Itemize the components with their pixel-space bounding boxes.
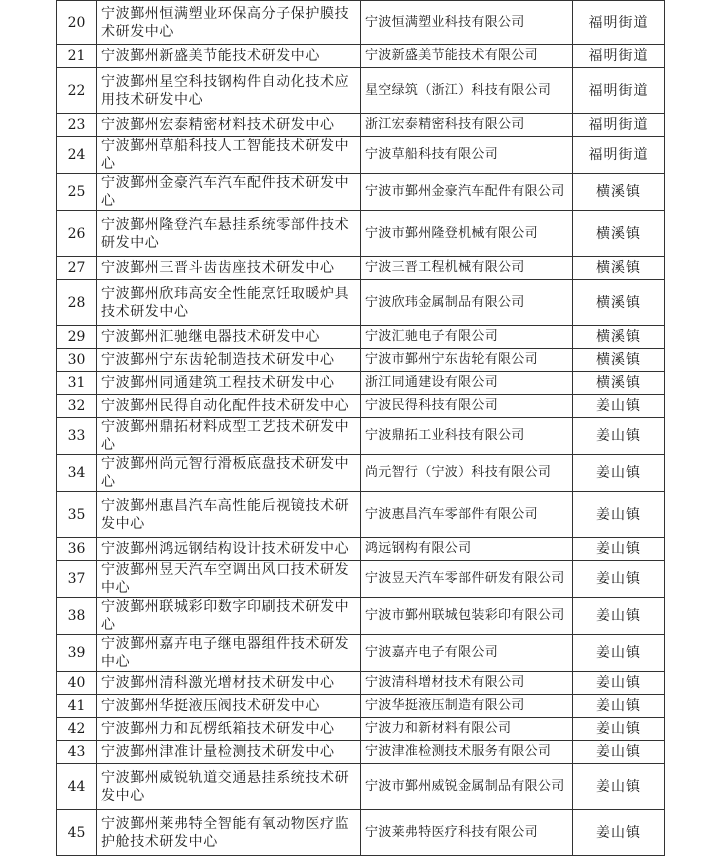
company-name: 宁波鼎拓工业科技有限公司 [361, 418, 573, 455]
company-name: 浙江同通建设有限公司 [361, 372, 573, 395]
row-number: 44 [57, 764, 97, 810]
company-name: 宁波昱天汽车零部件研发有限公司 [361, 561, 573, 598]
table-row [57, 561, 665, 598]
row-number: 27 [57, 257, 97, 280]
town-name: 姜山镇 [573, 395, 665, 418]
table-body [57, 1, 665, 856]
center-name: 宁波鄞州宏泰精密材料技术研发中心 [97, 114, 361, 137]
company-name: 宁波市鄞州隆登机械有限公司 [361, 211, 573, 257]
row-number: 29 [57, 326, 97, 349]
town-name: 福明街道 [573, 45, 665, 68]
company-name: 浙江宏泰精密科技有限公司 [361, 114, 573, 137]
center-name: 宁波鄞州草船科技人工智能技术研发中心 [97, 137, 361, 174]
row-number: 37 [57, 561, 97, 598]
company-name: 宁波市鄞州威锐金属制品有限公司 [361, 764, 573, 810]
town-name: 横溪镇 [573, 174, 665, 211]
company-name: 宁波恒满塑业科技有限公司 [361, 1, 573, 45]
table-row [57, 280, 665, 326]
company-name: 鸿远钢构有限公司 [361, 538, 573, 561]
research-center-table [56, 0, 665, 856]
table-row [57, 395, 665, 418]
center-name: 宁波鄞州昱天汽车空调出风口技术研发中心 [97, 561, 361, 598]
center-name: 宁波鄞州宁东齿轮制造技术研发中心 [97, 349, 361, 372]
town-name: 姜山镇 [573, 672, 665, 695]
row-number: 25 [57, 174, 97, 211]
company-name: 宁波惠昌汽车零部件有限公司 [361, 492, 573, 538]
center-name: 宁波鄞州恒满塑业环保高分子保护膜技术研发中心 [97, 1, 361, 45]
town-name: 姜山镇 [573, 418, 665, 455]
town-name: 姜山镇 [573, 561, 665, 598]
table-row [57, 114, 665, 137]
table-row [57, 635, 665, 672]
row-number: 41 [57, 695, 97, 718]
town-name: 横溪镇 [573, 211, 665, 257]
company-name: 宁波草船科技有限公司 [361, 137, 573, 174]
company-name: 宁波力和新材料有限公司 [361, 718, 573, 741]
company-name: 宁波嘉卉电子有限公司 [361, 635, 573, 672]
center-name: 宁波鄞州鸿远钢结构设计技术研发中心 [97, 538, 361, 561]
table-row [57, 695, 665, 718]
town-name: 福明街道 [573, 114, 665, 137]
town-name: 姜山镇 [573, 810, 665, 856]
table-row [57, 326, 665, 349]
row-number: 26 [57, 211, 97, 257]
center-name: 宁波鄞州金豪汽车汽车配件技术研发中心 [97, 174, 361, 211]
row-number: 39 [57, 635, 97, 672]
row-number: 34 [57, 455, 97, 492]
company-name: 宁波市鄞州宁东齿轮有限公司 [361, 349, 573, 372]
town-name: 姜山镇 [573, 598, 665, 635]
center-name: 宁波鄞州星空科技钢构件自动化技术应用技术研发中心 [97, 68, 361, 114]
town-name: 横溪镇 [573, 257, 665, 280]
row-number: 28 [57, 280, 97, 326]
row-number: 33 [57, 418, 97, 455]
table-row [57, 598, 665, 635]
table-row [57, 492, 665, 538]
row-number: 40 [57, 672, 97, 695]
center-name: 宁波鄞州清科激光增材技术研发中心 [97, 672, 361, 695]
table-row [57, 349, 665, 372]
town-name: 横溪镇 [573, 326, 665, 349]
center-name: 宁波鄞州隆登汽车悬挂系统零部件技术研发中心 [97, 211, 361, 257]
center-name: 宁波鄞州威锐轨道交通悬挂系统技术研发中心 [97, 764, 361, 810]
company-name: 宁波欣玮金属制品有限公司 [361, 280, 573, 326]
town-name: 横溪镇 [573, 372, 665, 395]
town-name: 姜山镇 [573, 741, 665, 764]
table-row [57, 741, 665, 764]
town-name: 福明街道 [573, 1, 665, 45]
row-number: 36 [57, 538, 97, 561]
row-number: 24 [57, 137, 97, 174]
row-number: 32 [57, 395, 97, 418]
table-row [57, 257, 665, 280]
row-number: 21 [57, 45, 97, 68]
table-row [57, 718, 665, 741]
row-number: 38 [57, 598, 97, 635]
town-name: 姜山镇 [573, 635, 665, 672]
town-name: 福明街道 [573, 68, 665, 114]
center-name: 宁波鄞州尚元智行滑板底盘技术研发中心 [97, 455, 361, 492]
company-name: 宁波津准检测技术服务有限公司 [361, 741, 573, 764]
table-row [57, 672, 665, 695]
row-number: 45 [57, 810, 97, 856]
town-name: 横溪镇 [573, 280, 665, 326]
table-row [57, 1, 665, 45]
town-name: 姜山镇 [573, 695, 665, 718]
row-number: 31 [57, 372, 97, 395]
row-number: 22 [57, 68, 97, 114]
table-row [57, 174, 665, 211]
company-name: 宁波莱弗特医疗科技有限公司 [361, 810, 573, 856]
town-name: 姜山镇 [573, 764, 665, 810]
table-row [57, 538, 665, 561]
town-name: 姜山镇 [573, 455, 665, 492]
company-name: 星空绿筑（浙江）科技有限公司 [361, 68, 573, 114]
town-name: 横溪镇 [573, 349, 665, 372]
center-name: 宁波鄞州民得自动化配件技术研发中心 [97, 395, 361, 418]
town-name: 姜山镇 [573, 538, 665, 561]
company-name: 宁波新盛美节能技术有限公司 [361, 45, 573, 68]
center-name: 宁波鄞州三晋斗齿齿座技术研发中心 [97, 257, 361, 280]
table-row [57, 68, 665, 114]
company-name: 宁波华挺液压制造有限公司 [361, 695, 573, 718]
table-row [57, 45, 665, 68]
center-name: 宁波鄞州汇驰继电器技术研发中心 [97, 326, 361, 349]
row-number: 30 [57, 349, 97, 372]
center-name: 宁波鄞州欣玮高安全性能烹饪取暖炉具技术研发中心 [97, 280, 361, 326]
table-row [57, 810, 665, 856]
table-row [57, 372, 665, 395]
town-name: 福明街道 [573, 137, 665, 174]
company-name: 宁波清科增材技术有限公司 [361, 672, 573, 695]
center-name: 宁波鄞州惠昌汽车高性能后视镜技术研发中心 [97, 492, 361, 538]
row-number: 23 [57, 114, 97, 137]
town-name: 姜山镇 [573, 492, 665, 538]
company-name: 宁波汇驰电子有限公司 [361, 326, 573, 349]
center-name: 宁波鄞州莱弗特全智能有氧动物医疗监护舱技术研发中心 [97, 810, 361, 856]
table-row [57, 211, 665, 257]
table-row [57, 418, 665, 455]
company-name: 尚元智行（宁波）科技有限公司 [361, 455, 573, 492]
center-name: 宁波鄞州新盛美节能技术研发中心 [97, 45, 361, 68]
row-number: 43 [57, 741, 97, 764]
center-name: 宁波鄞州联城彩印数字印刷技术研发中心 [97, 598, 361, 635]
table-row [57, 764, 665, 810]
row-number: 35 [57, 492, 97, 538]
town-name: 姜山镇 [573, 718, 665, 741]
company-name: 宁波市鄞州金豪汽车配件有限公司 [361, 174, 573, 211]
table-row [57, 137, 665, 174]
row-number: 20 [57, 1, 97, 45]
center-name: 宁波鄞州鼎拓材料成型工艺技术研发中心 [97, 418, 361, 455]
center-name: 宁波鄞州力和瓦楞纸箱技术研发中心 [97, 718, 361, 741]
row-number: 42 [57, 718, 97, 741]
company-name: 宁波民得科技有限公司 [361, 395, 573, 418]
center-name: 宁波鄞州华挺液压阀技术研发中心 [97, 695, 361, 718]
center-name: 宁波鄞州嘉卉电子继电器组件技术研发中心 [97, 635, 361, 672]
center-name: 宁波鄞州津准计量检测技术研发中心 [97, 741, 361, 764]
center-name: 宁波鄞州同通建筑工程技术研发中心 [97, 372, 361, 395]
table-row [57, 455, 665, 492]
company-name: 宁波三晋工程机械有限公司 [361, 257, 573, 280]
company-name: 宁波市鄞州联城包装彩印有限公司 [361, 598, 573, 635]
